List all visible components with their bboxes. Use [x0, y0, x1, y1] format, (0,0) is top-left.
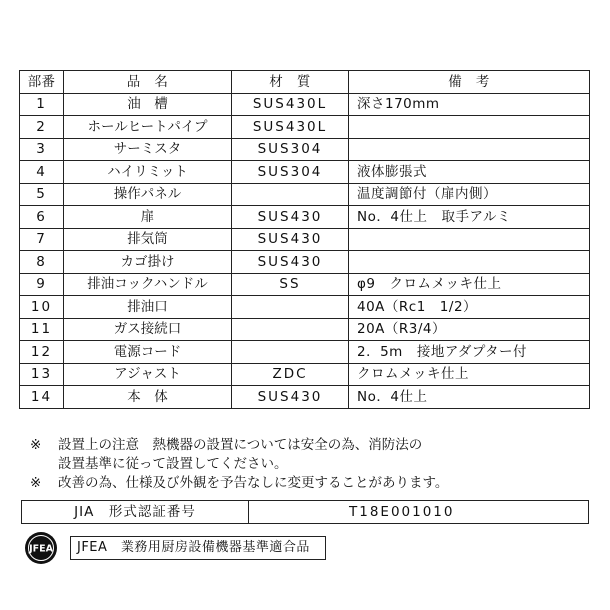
- part-name-cell: ガス接続口: [64, 318, 232, 341]
- note-line: 設置上の注意 熱機器の設置については安全の為、消防法の: [58, 437, 423, 453]
- part-number-cell: 6: [20, 206, 64, 229]
- table-row: [20, 341, 590, 364]
- material-cell: SUS430: [232, 228, 349, 251]
- part-name-cell: サーミスタ: [64, 138, 232, 161]
- table-row: [20, 363, 590, 386]
- part-number-cell: 1: [20, 93, 64, 116]
- header-remarks: 備 考: [349, 71, 590, 94]
- remarks-cell: No．4仕上 取手アルミ: [349, 206, 590, 229]
- svg-text:JFEA: JFEA: [29, 543, 53, 555]
- jia-certification-box: [21, 500, 589, 524]
- part-name-cell: 電源コード: [64, 341, 232, 364]
- table-header-row: [20, 71, 590, 94]
- part-number-cell: 14: [20, 386, 64, 409]
- remarks-cell: 液体膨張式: [349, 161, 590, 184]
- table-row: [20, 138, 590, 161]
- jfea-compliance-label: JFEA 業務用厨房設備機器基準適合品: [70, 536, 326, 560]
- material-cell: SUS430L: [232, 116, 349, 139]
- part-name-cell: 排油コックハンドル: [64, 273, 232, 296]
- table-row: [20, 228, 590, 251]
- note-change: [30, 474, 590, 493]
- table-row: [20, 386, 590, 409]
- material-cell: ZDC: [232, 363, 349, 386]
- material-cell: SUS430: [232, 206, 349, 229]
- material-cell: SUS304: [232, 161, 349, 184]
- table-row: [20, 318, 590, 341]
- remarks-cell: 20A（R3/4）: [349, 318, 590, 341]
- material-cell: SUS304: [232, 138, 349, 161]
- remarks-cell: 深さ170mm: [349, 93, 590, 116]
- part-name-cell: 本 体: [64, 386, 232, 409]
- part-number-cell: 11: [20, 318, 64, 341]
- table-row: [20, 251, 590, 274]
- part-number-cell: 10: [20, 296, 64, 319]
- part-name-cell: 排気筒: [64, 228, 232, 251]
- table-row: [20, 206, 590, 229]
- remarks-cell: [349, 251, 590, 274]
- material-cell: SS: [232, 273, 349, 296]
- part-name-cell: 扉: [64, 206, 232, 229]
- remarks-cell: φ9 クロムメッキ仕上: [349, 273, 590, 296]
- remarks-cell: 温度調節付（扉内側）: [349, 183, 590, 206]
- part-number-cell: 2: [20, 116, 64, 139]
- part-name-cell: 排油口: [64, 296, 232, 319]
- note-mark: ※: [30, 437, 42, 453]
- remarks-cell: 40A（Rc1 1/2）: [349, 296, 590, 319]
- part-number-cell: 4: [20, 161, 64, 184]
- note-line: 改善の為、仕様及び外観を予告なしに変更することがあります。: [58, 475, 449, 491]
- part-number-cell: 7: [20, 228, 64, 251]
- part-name-cell: アジャスト: [64, 363, 232, 386]
- parts-table: [19, 70, 590, 409]
- table-row: [20, 273, 590, 296]
- table-row: [20, 116, 590, 139]
- remarks-cell: [349, 228, 590, 251]
- material-cell: [232, 318, 349, 341]
- remarks-cell: [349, 116, 590, 139]
- part-name-cell: 油 槽: [64, 93, 232, 116]
- table-row: [20, 183, 590, 206]
- material-cell: [232, 341, 349, 364]
- table-row: [20, 93, 590, 116]
- part-number-cell: 8: [20, 251, 64, 274]
- part-number-cell: 12: [20, 341, 64, 364]
- header-part-name: 品 名: [64, 71, 232, 94]
- table-row: [20, 296, 590, 319]
- header-part-no: 部番: [20, 71, 64, 94]
- part-number-cell: 3: [20, 138, 64, 161]
- part-name-cell: ハイリミット: [64, 161, 232, 184]
- jia-number: T18E001010: [349, 504, 455, 520]
- material-cell: [232, 296, 349, 319]
- part-number-cell: 5: [20, 183, 64, 206]
- part-name-cell: 操作パネル: [64, 183, 232, 206]
- material-cell: SUS430L: [232, 93, 349, 116]
- material-cell: [232, 183, 349, 206]
- part-name-cell: カゴ掛け: [64, 251, 232, 274]
- note-mark: ※: [30, 475, 42, 491]
- part-number-cell: 9: [20, 273, 64, 296]
- parts-table-body: [20, 93, 590, 408]
- material-cell: SUS430: [232, 386, 349, 409]
- note-line: 設置基準に従って設置してください。: [58, 456, 288, 472]
- part-name-cell: ホールヒートパイプ: [64, 116, 232, 139]
- jfea-logo-icon: [24, 531, 58, 565]
- table-row: [20, 161, 590, 184]
- remarks-cell: [349, 138, 590, 161]
- material-cell: SUS430: [232, 251, 349, 274]
- remarks-cell: 2．5m 接地アダプター付: [349, 341, 590, 364]
- remarks-cell: クロムメッキ仕上: [349, 363, 590, 386]
- jia-label: JIA 形式認証番号: [22, 501, 249, 523]
- part-number-cell: 13: [20, 363, 64, 386]
- notes: [30, 436, 590, 493]
- remarks-cell: No．4仕上: [349, 386, 590, 409]
- header-material: 材 質: [232, 71, 349, 94]
- note-installation: [30, 436, 590, 474]
